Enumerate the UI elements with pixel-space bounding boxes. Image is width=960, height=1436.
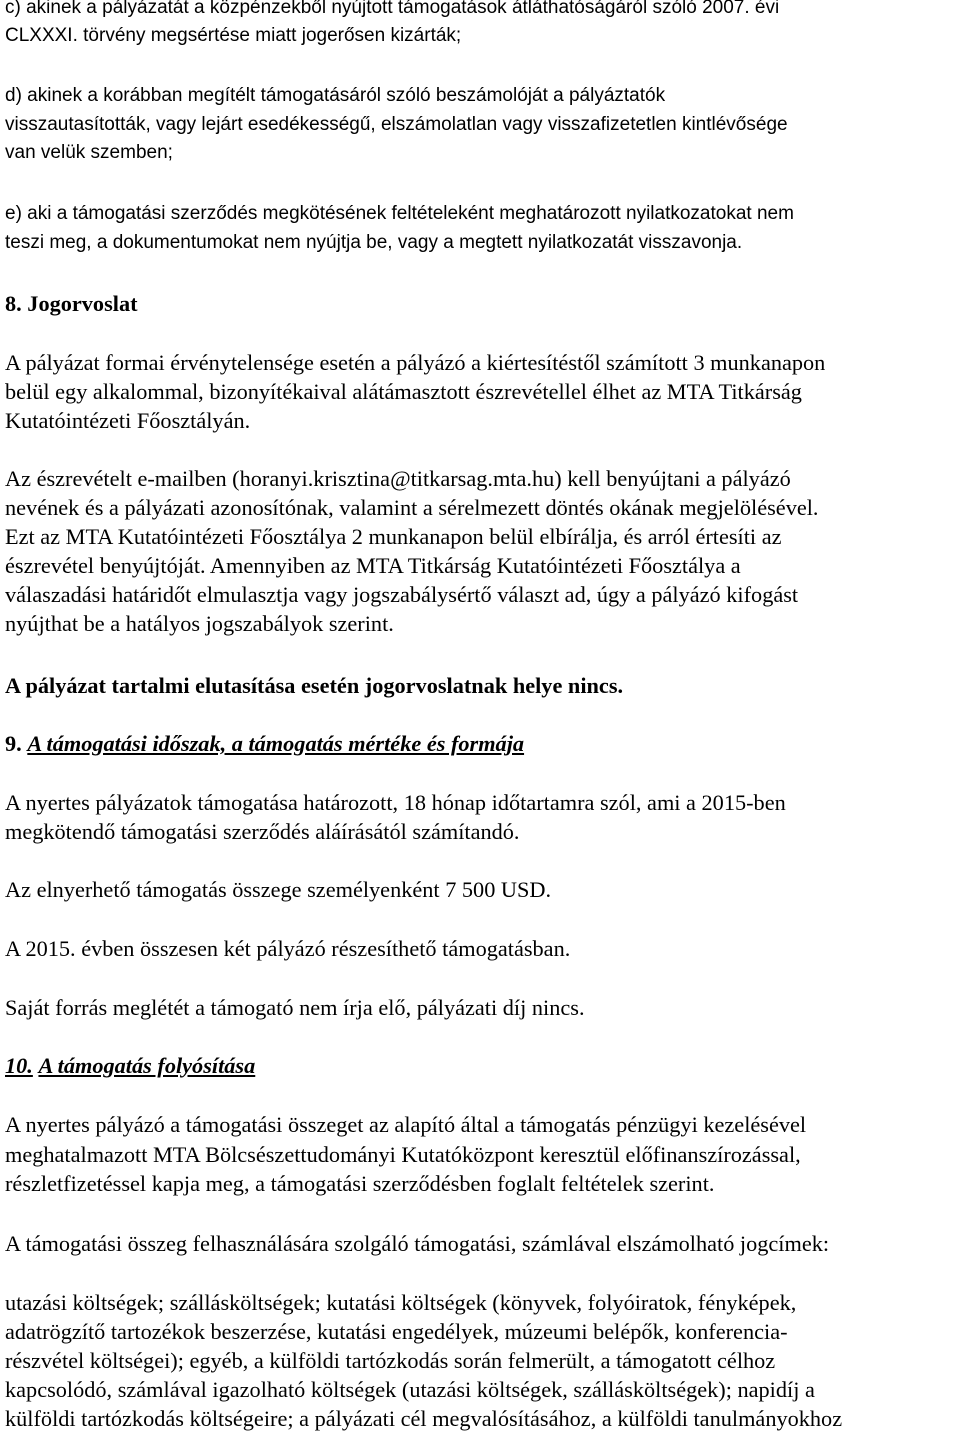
item-d-line-2: visszautasították, vagy lejárt esedékességű, elszámolatlan vagy visszafizetetlen kintlévősége: [5, 114, 788, 135]
s10-p3-line-3: részvétel költségei); egyéb, a külföldi tartózkodás során felmerült, a támogatott célhoz: [5, 1348, 776, 1373]
section-10-number: 10.: [5, 1053, 33, 1078]
item-e-line-1: e) aki a támogatási szerződés megkötésének feltételeként meghatározott nyilatkozatokat nem: [5, 203, 794, 224]
section-9-number: 9.: [5, 731, 22, 756]
s10-p1-line-2: meghatalmazott MTA Bölcsészettudományi Kutatóközpont keresztül előfinanszírozással,: [5, 1142, 801, 1167]
s8-p2-line-1: Az észrevételt e-mailben (horanyi.krisztina@titkarsag.mta.hu) kell benyújtani a pályázó: [5, 466, 791, 491]
section-10-heading: [5, 1055, 255, 1077]
item-d-line-3: van velük szemben;: [5, 142, 173, 163]
s10-p1-line-1: A nyertes pályázó a támogatási összeget az alapító által a támogatás pénzügyi kezelésével: [5, 1112, 807, 1137]
s8-p1-line-2: belül egy alkalommal, bizonyítékaival alátámasztott észrevétellel élhet az MTA Titkárság: [5, 379, 802, 404]
s8-p2-line-5: válaszadási határidőt elmulasztja vagy jogszabálysértő választ ad, úgy a pályázó kifogást: [5, 582, 799, 607]
s10-p3-line-2: adatrögzítő tartozékok beszerzése, kutatási engedélyek, múzeumi belépők, konferencia-: [5, 1319, 788, 1344]
section-8-heading: 8. Jogorvoslat: [5, 291, 138, 316]
item-e-line-2: teszi meg, a dokumentumokat nem nyújtja be, vagy a megtett nyilatkozatát visszavonja.: [5, 232, 743, 253]
section-10-title: A támogatás folyósítása: [38, 1053, 256, 1078]
s9-p1-line-2: megkötendő támogatási szerződés aláírásától számítandó.: [5, 819, 520, 844]
s8-p2-line-2: nevének és a pályázati azonosítónak, valamint a sérelmezett döntés okának megjelölésével.: [5, 495, 819, 520]
section-9-title: A támogatási időszak, a támogatás mértéke és formája: [27, 731, 525, 756]
s9-p4: Saját forrás meglétét a támogató nem írja elő, pályázati díj nincs.: [5, 995, 585, 1020]
section-9-heading: [5, 733, 524, 755]
s10-p3-line-4: kapcsolódó, számlával igazolható költségek (utazási költségek, szállásköltségek); napidíj a: [5, 1377, 815, 1402]
s8-p2-line-4: észrevétel benyújtóját. Amennyiben az MTA Titkárság Kutatóintézeti Főosztálya a: [5, 553, 741, 578]
s9-p2: Az elnyerhető támogatás összege személyenként 7 500 USD.: [5, 877, 552, 902]
item-c-line-1: c) akinek a pályázatát a közpénzekből nyújtott támogatások átláthatóságáról szóló 2007. évi: [5, 0, 780, 18]
s10-p3-line-1: utazási költségek; szállásköltségek; kutatási költségek (könyvek, folyóiratok, fényképek,: [5, 1290, 797, 1315]
s9-p1-line-1: A nyertes pályázatok támogatása határozott, 18 hónap időtartamra szól, ami a 2015-ben: [5, 790, 786, 815]
s8-bold-note: A pályázat tartalmi elutasítása esetén jogorvoslatnak helye nincs.: [5, 673, 624, 698]
s8-p1-line-3: Kutatóintézeti Főosztályán.: [5, 408, 251, 433]
s8-p1-line-1: A pályázat formai érvénytelensége esetén a pályázó a kiértesítéstől számított 3 munkanapon: [5, 350, 826, 375]
s10-p1-line-3: részletfizetéssel kapja meg, a támogatási szerződésben foglalt feltételek szerint.: [5, 1171, 715, 1196]
s9-p3: A 2015. évben összesen két pályázó részesíthető támogatásban.: [5, 936, 571, 961]
s10-p2: A támogatási összeg felhasználására szolgáló támogatási, számlával elszámolható jogcímek:: [5, 1231, 830, 1256]
item-c-line-2: CLXXXI. törvény megsértése miatt jogerősen kizárták;: [5, 25, 462, 46]
s8-p2-line-6: nyújthat be a hatályos jogszabályok szerint.: [5, 611, 394, 636]
item-d-line-1: d) akinek a korábban megítélt támogatásáról szóló beszámolóját a pályáztatók: [5, 85, 666, 106]
s8-p2-line-3: Ezt az MTA Kutatóintézeti Főosztálya 2 munkanapon belül elbírálja, és arról értesíti az: [5, 524, 782, 549]
s10-p3-line-5: külföldi tartózkodás költségeire; a pályázati cél megvalósításához, a külföldi tanulmányokhoz: [5, 1406, 843, 1431]
